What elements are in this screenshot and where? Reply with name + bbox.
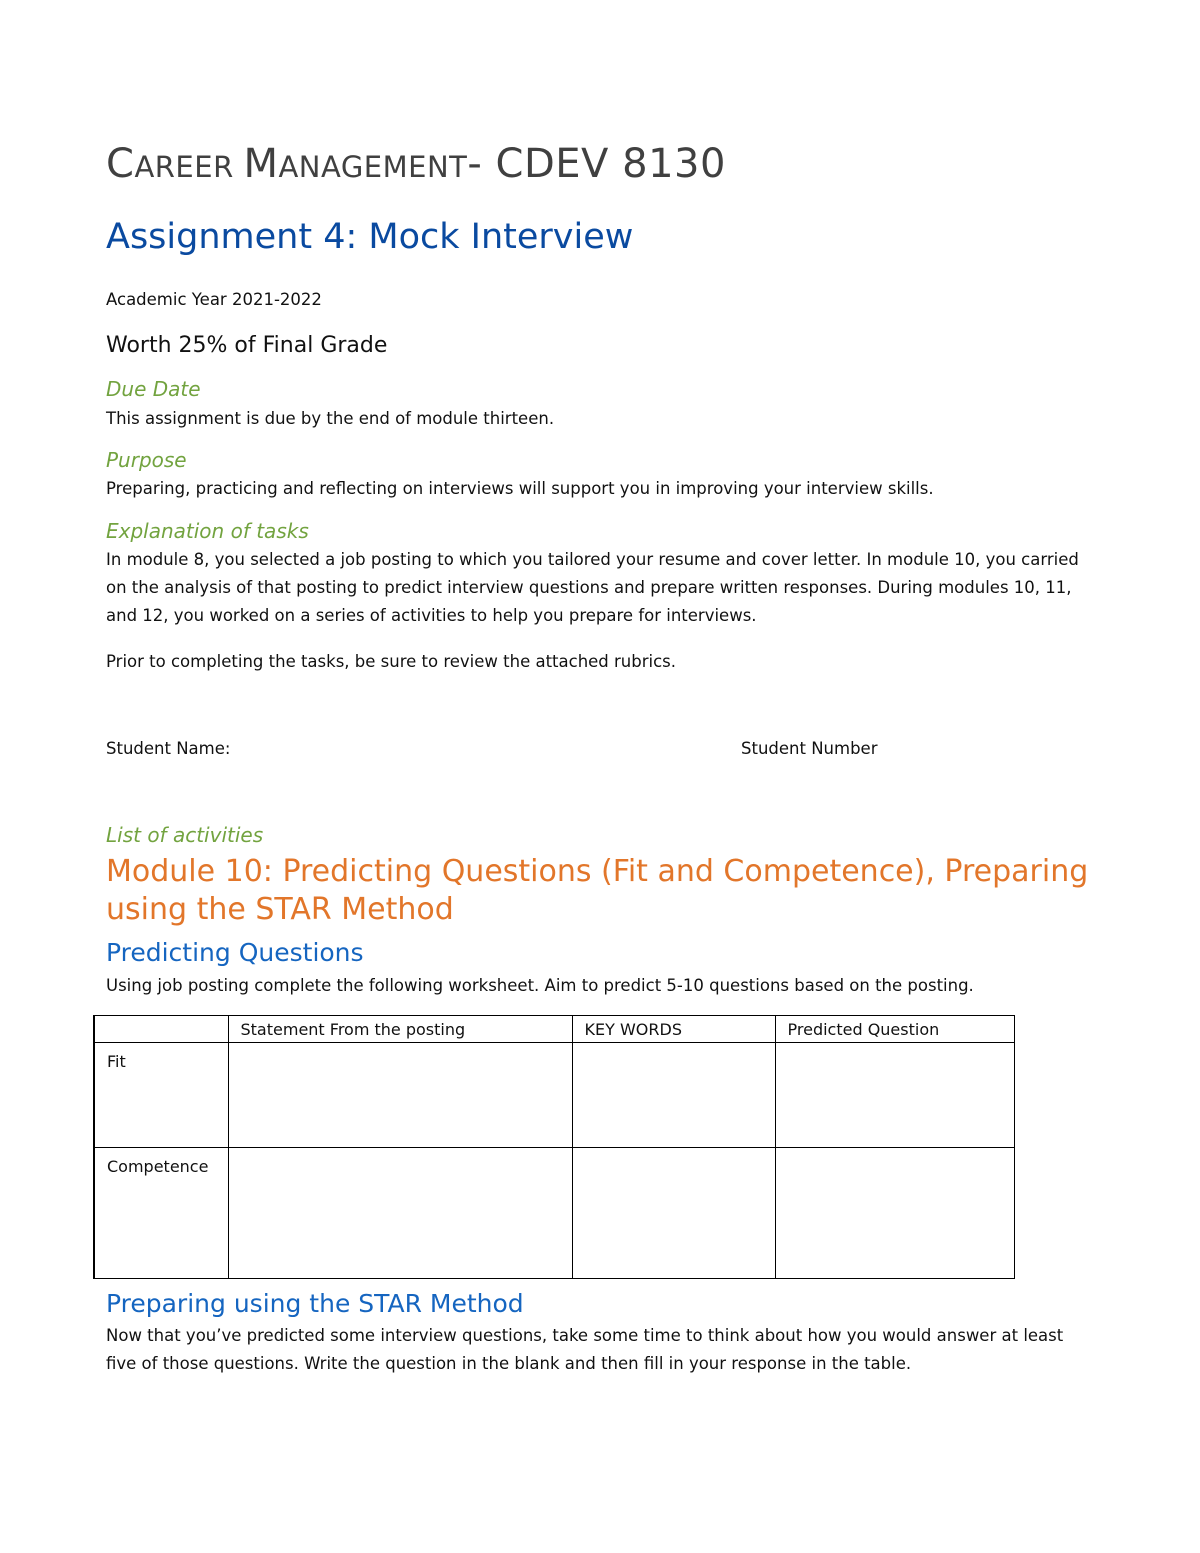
activities-heading: List of activities bbox=[106, 823, 264, 847]
purpose-heading: Purpose bbox=[106, 448, 187, 472]
course-code: - CDEV 8130 bbox=[467, 141, 726, 187]
table-header-cell: KEY WORDS bbox=[572, 1016, 775, 1043]
academic-year: Academic Year 2021-2022 bbox=[106, 290, 322, 309]
rubric-note: Prior to completing the tasks, be sure to review the attached rubrics. bbox=[106, 652, 677, 671]
table-row bbox=[94, 1148, 1014, 1279]
course-title-areer: AREER bbox=[134, 150, 244, 184]
course-title-anagement: ANAGEMENT bbox=[278, 150, 468, 184]
student-number-label: Student Number bbox=[741, 739, 878, 758]
predicting-questions-text: Using job posting complete the following worksheet. Aim to predict 5-10 questions based on the posting. bbox=[106, 976, 974, 995]
row-label-fit: Fit bbox=[94, 1043, 228, 1148]
table-cell[interactable] bbox=[228, 1148, 572, 1279]
student-name-label: Student Name: bbox=[106, 739, 231, 758]
star-method-text: Now that you’ve predicted some interview questions, take some time to think about how you would answer at least five of those questions. Write the question in the blank and then fill in your response in the table. bbox=[106, 1326, 1064, 1373]
module-title: Module 10: Predicting Questions (Fit and Competence), Preparing using the STAR Method bbox=[106, 854, 1089, 927]
assignment-title: Assignment 4: Mock Interview bbox=[106, 217, 634, 257]
explanation-text: In module 8, you selected a job posting to which you tailored your resume and cover letter. In module 10, you carried on the analysis of that posting to predict interview questions and prepare written responses. During modules 10, 11, and 12, you worked on a series of activities to help you prepare for interviews. bbox=[106, 550, 1079, 625]
due-date-heading: Due Date bbox=[106, 377, 201, 401]
table-header-row bbox=[94, 1016, 1014, 1043]
table-cell[interactable] bbox=[775, 1148, 1014, 1279]
row-label-competence: Competence bbox=[94, 1148, 228, 1279]
table-header-cell bbox=[94, 1016, 228, 1043]
course-title-c: C bbox=[106, 141, 135, 187]
course-title bbox=[106, 140, 726, 191]
table-header-cell: Predicted Question bbox=[775, 1016, 1014, 1043]
table-cell[interactable] bbox=[228, 1043, 572, 1148]
star-method-heading: Preparing using the STAR Method bbox=[106, 1289, 524, 1318]
table-row bbox=[94, 1043, 1014, 1148]
table-cell[interactable] bbox=[572, 1148, 775, 1279]
table-cell[interactable] bbox=[775, 1043, 1014, 1148]
course-title-m: M bbox=[243, 141, 279, 187]
purpose-text: Preparing, practicing and reflecting on interviews will support you in improving your interview skills. bbox=[106, 479, 934, 498]
prediction-worksheet-table bbox=[93, 1015, 1015, 1279]
table-header-cell: Statement From the posting bbox=[228, 1016, 572, 1043]
explanation-heading: Explanation of tasks bbox=[106, 519, 309, 543]
grade-weight: Worth 25% of Final Grade bbox=[106, 333, 388, 358]
due-date-text: This assignment is due by the end of module thirteen. bbox=[106, 409, 555, 428]
predicting-questions-heading: Predicting Questions bbox=[106, 938, 364, 967]
table-cell[interactable] bbox=[572, 1043, 775, 1148]
